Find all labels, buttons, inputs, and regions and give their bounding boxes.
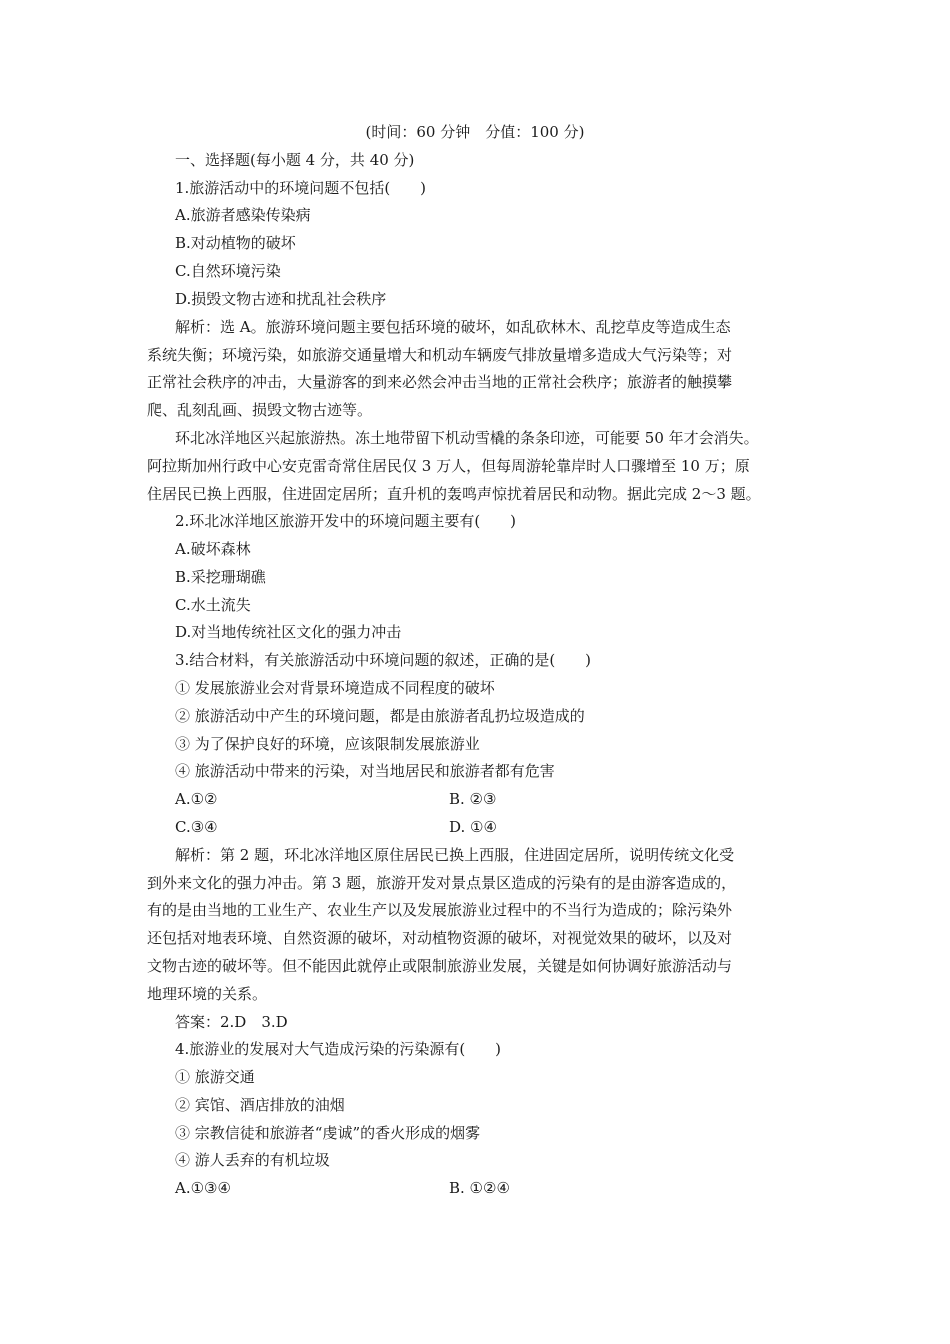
- q23-analysis-line: 文物古迹的破坏等。但不能因此就停止或限制旅游业发展，关键是如何协调好旅游活动与: [147, 957, 733, 975]
- material-line: 环北冰洋地区兴起旅游热。冻土地带留下机动雪橇的条条印迹，可能要 50 年才会消失。: [175, 429, 759, 447]
- q2-option-b: B.采挖珊瑚礁: [175, 568, 266, 586]
- q4-item: ① 旅游交通: [175, 1068, 255, 1086]
- q2-option-a: A.破坏森林: [175, 540, 251, 558]
- q3-item: ② 旅游活动中产生的环境问题，都是由旅游者乱扔垃圾造成的: [175, 707, 585, 725]
- q1-option-a: A.旅游者感染传染病: [175, 206, 311, 224]
- q23-analysis-line: 解析：第 2 题，环北冰洋地区原住居民已换上西服，住进固定居所，说明传统文化受: [175, 846, 735, 864]
- q3-item: ③ 为了保护良好的环境，应该限制发展旅游业: [175, 735, 480, 753]
- q3-option-c: C.③④: [175, 818, 218, 836]
- q23-analysis-line: 地理环境的关系。: [147, 985, 268, 1003]
- q23-analysis-line: 有的是由当地的工业生产、农业生产以及发展旅游业过程中的不当行为造成的；除污染外: [147, 901, 733, 919]
- q4-option-b: B. ①②④: [449, 1179, 510, 1197]
- q4-item: ② 宾馆、酒店排放的油烟: [175, 1096, 345, 1114]
- q4-stem: 4.旅游业的发展对大气造成污染的污染源有( ): [175, 1040, 502, 1058]
- material-line: 住居民已换上西服，住进固定居所；直升机的轰鸣声惊扰着居民和动物。据此完成 2～3 题。: [147, 485, 761, 503]
- q4-option-a: A.①③④: [175, 1179, 231, 1197]
- q3-option-b: B. ②③: [449, 790, 497, 808]
- material-line: 阿拉斯加州行政中心安克雷奇常住居民仅 3 万人，但每周游轮靠岸时人口骤增至 10 万；原: [147, 457, 750, 475]
- q2-option-d: D.对当地传统社区文化的强力冲击: [175, 623, 402, 641]
- q23-analysis-line: 到外来文化的强力冲击。第 3 题，旅游开发对景点景区造成的污染有的是由游客造成的，: [147, 874, 737, 892]
- q3-option-d: D. ①④: [449, 818, 497, 836]
- q4-item: ④ 游人丢弃的有机垃圾: [175, 1151, 330, 1169]
- q3-option-a: A.①②: [175, 790, 218, 808]
- exam-header: (时间：60 分钟 分值：100 分): [365, 123, 585, 141]
- q1-stem: 1.旅游活动中的环境问题不包括( ): [175, 179, 427, 197]
- q1-analysis-line: 爬、乱刻乱画、损毁文物古迹等。: [147, 401, 373, 419]
- q1-analysis-line: 系统失衡；环境污染，如旅游交通量增大和机动车辆废气排放量增多造成大气污染等；对: [147, 346, 733, 364]
- q3-item: ④ 旅游活动中带来的污染，对当地居民和旅游者都有危害: [175, 762, 555, 780]
- q1-option-b: B.对动植物的破坏: [175, 234, 296, 252]
- q4-item: ③ 宗教信徒和旅游者“虔诚”的香火形成的烟雾: [175, 1124, 481, 1142]
- q3-item: ① 发展旅游业会对背景环境造成不同程度的破坏: [175, 679, 495, 697]
- q1-option-c: C.自然环境污染: [175, 262, 281, 280]
- q3-stem: 3.结合材料，有关旅游活动中环境问题的叙述，正确的是( ): [175, 651, 592, 669]
- section-title: 一、选择题(每小题 4 分，共 40 分): [175, 151, 415, 169]
- q23-answer: 答案：2.D 3.D: [175, 1013, 288, 1031]
- q2-option-c: C.水土流失: [175, 596, 251, 614]
- q1-analysis-line: 正常社会秩序的冲击，大量游客的到来必然会冲击当地的正常社会秩序；旅游者的触摸攀: [147, 373, 733, 391]
- q1-analysis-line: 解析：选 A。旅游环境问题主要包括环境的破坏，如乱砍林木、乱挖草皮等造成生态: [175, 318, 731, 336]
- q2-stem: 2.环北冰洋地区旅游开发中的环境问题主要有( ): [175, 512, 517, 530]
- q1-option-d: D.损毁文物古迹和扰乱社会秩序: [175, 290, 387, 308]
- q23-analysis-line: 还包括对地表环境、自然资源的破坏，对动植物资源的破坏，对视觉效果的破坏，以及对: [147, 929, 733, 947]
